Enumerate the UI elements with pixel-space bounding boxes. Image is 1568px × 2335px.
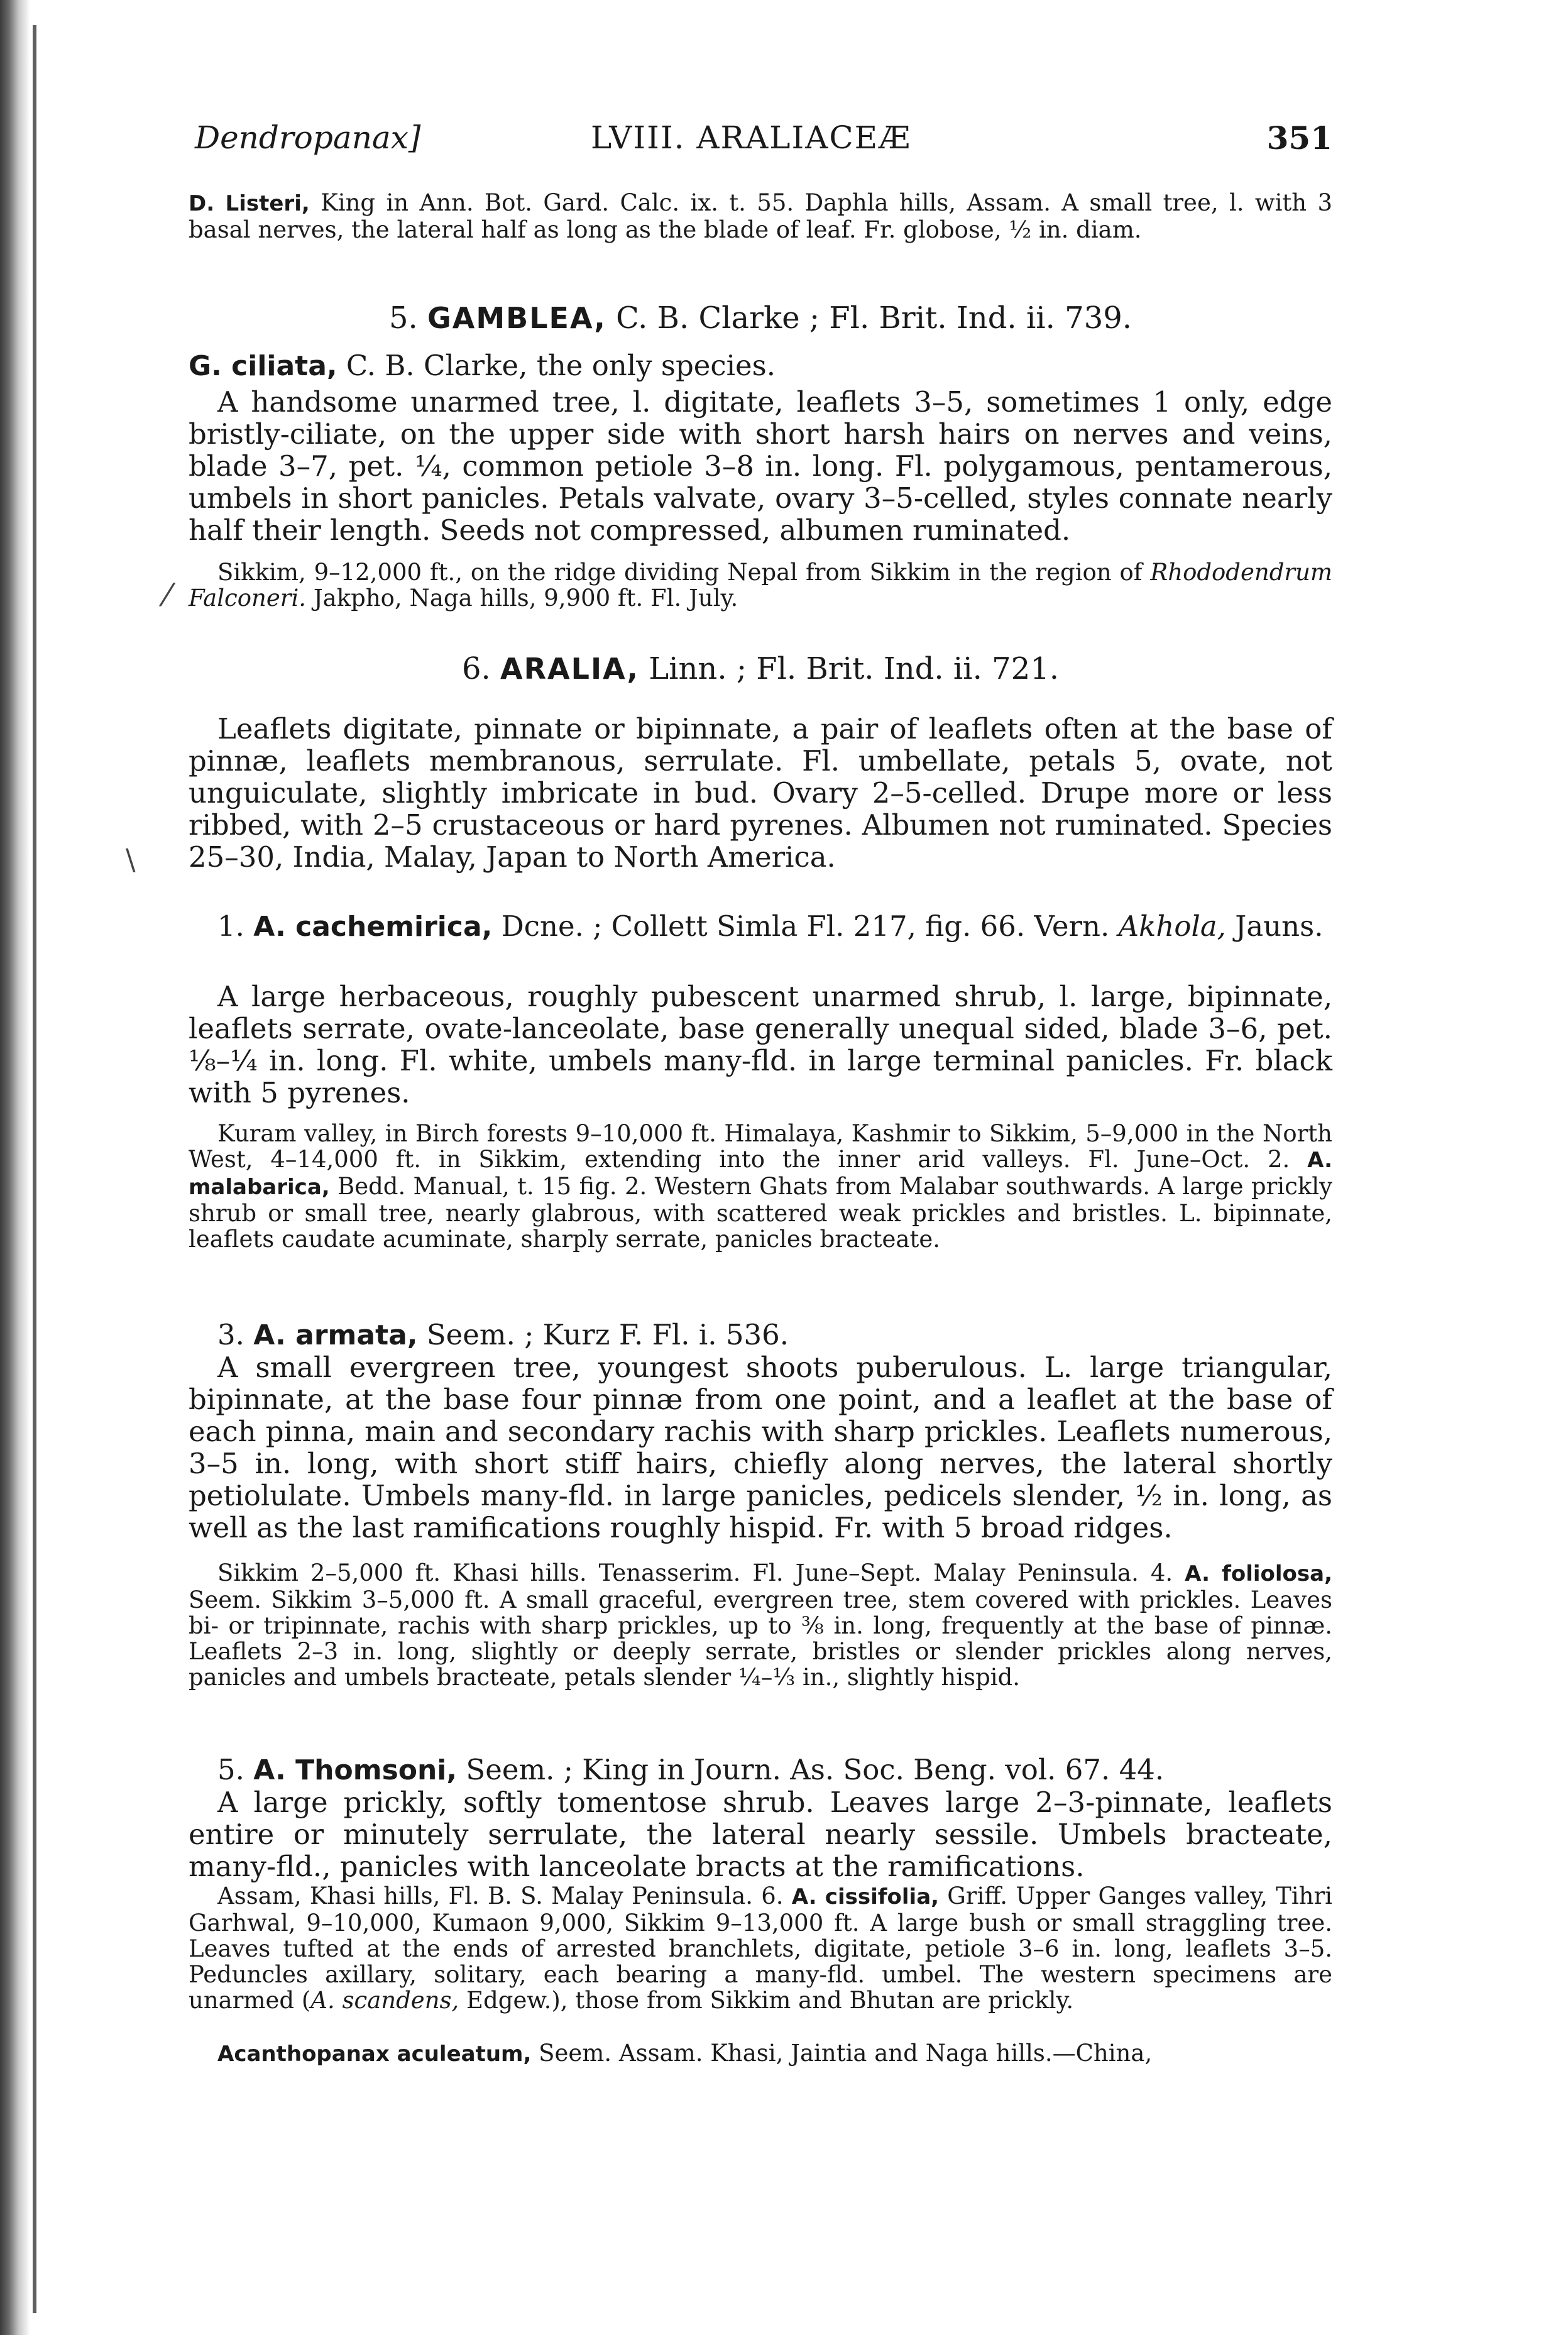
species-authority: Seem. ; Kurz F. Fl. i. 536. (426, 1318, 789, 1351)
genus-number: 5. (388, 300, 418, 336)
species-cachemirica-description: A large herbaceous, roughly pubescent unarmed shrub, l. large, bipinnate, leaflets serrate, ovate-lanceolate, base generally unequal sided, blade 3–6, pet. ⅛–¼ in. long. Fl. white, umbels many-fld. in large terminal panicles. Fr. black with 5 pyrenes. (189, 980, 1332, 1109)
species-authority: Dcne. ; Collett Simla Fl. 217, fig. 66. Vern. (501, 909, 1119, 943)
species-name: A. cachemirica, (253, 911, 493, 943)
acanthopanax-note (189, 2040, 1332, 2067)
page-binding-shadow (0, 0, 30, 2335)
species-name: A. Thomsoni, (253, 1754, 458, 1786)
gamblea-species-line (189, 349, 1332, 382)
species-thomsoni-locality (189, 1883, 1332, 2013)
genus-name: GAMBLEA, (427, 301, 606, 335)
genus-heading-aralia (189, 651, 1332, 686)
pencil-mark-icon: \ (126, 842, 136, 876)
gamblea-description: A handsome unarmed tree, l. digitate, leaflets 3–5, sometimes 1 only, edge bristly-ciliate, on the upper side with short harsh hairs on nerves and veins, blade 3–7, pet. ¼, common petiole 3–8 in. long. Fl. polygamous, pentamerous, umbels in short panicles. Petals valvate, ovary 3–5-celled, styles connate nearly half their length. Seeds not compressed, albumen ruminated. (189, 385, 1332, 547)
locality-italic: Rhododendrum Falconeri. (189, 559, 1332, 612)
genus-name: ARALIA, (500, 652, 639, 686)
species-name: A. armata, (253, 1319, 418, 1351)
species-number: 5. (217, 1753, 244, 1786)
species-name: A. cissifolia, (791, 1884, 940, 1909)
species-armata-description: A small evergreen tree, youngest shoots puberulous. L. large triangular, bipinnate, at the base four pinnæ from one point, and a leaflet at the base of each pinna, main and secondary rachis with sharp prickles. Leaflets numerous, 3–5 in. long, with short stiff hairs, chiefly along nerves, the lateral shortly petiolulate. Umbels many-fld. in large panicles, pedicels slender, ½ in. long, as well as the last ramifications roughly hispid. Fr. with 5 broad ridges. (189, 1351, 1332, 1544)
species-number: 3. (217, 1318, 244, 1351)
locality-text: Kuram valley, in Birch forests 9–10,000 ft. Himalaya, Kashmir to Sikkim, 5–9,000 in the North West, 4–14,000 ft. in Sikkim, extending into the inner arid valleys. Fl. June–Oct. 2. (189, 1120, 1332, 1173)
locality-text: Sikkim, 9–12,000 ft., on the ridge dividing Nepal from Sikkim in the region of (217, 559, 1151, 586)
species-thomsoni-description: A large prickly, softly tomentose shrub. Leaves large 2–3-pinnate, leaflets entire or minutely serrulate, the lateral nearly sessile. Umbels bracteate, many-fld., panicles with lanceolate bracts at the ramifications. (189, 1786, 1332, 1883)
aralia-description: Leaflets digitate, pinnate or bipinnate, a pair of leaflets often at the base of pinnæ, leaflets membranous, serrulate. Fl. umbellate, petals 5, ovate, not unguiculate, slightly imbricate in bud. Ovary 2–5-celled. Drupe more or less ribbed, with 2–5 crustaceous or hard pyrenes. Albumen not ruminated. Species 25–30, India, Malay, Japan to North America. (189, 712, 1332, 874)
species-cachemirica-heading (189, 910, 1332, 943)
species-number: 1. (217, 909, 244, 943)
genus-authority: Linn. ; Fl. Brit. Ind. ii. 721. (649, 651, 1060, 686)
note-text: King in Ann. Bot. Gard. Calc. ix. t. 55. Daphla hills, Assam. A small tree, l. with 3 basal nerves, the lateral half as long as the blade of leaf. Fr. globose, ½ in. diam. (189, 189, 1332, 243)
species-cachemirica-locality (189, 1121, 1332, 1252)
species-name: G. ciliata, (189, 350, 337, 382)
locality-text-mid: Griff. Upper Ganges valley, Tihri Garhwal, 9–10,000, Kumaon 9,000, Sikkim 9–13,000 ft. A large bush or small straggling tree. Leaves tufted at the ends of arrested branchlets, digitate, petiole 3–6 in. long, leaflets 3–5. Peduncles axillary, solitary, each bearing a many-fld. umbel. The western specimens are unarmed ( (189, 1882, 1333, 2014)
header-left: Dendropanax] (195, 119, 421, 156)
locality-italic: A. scandens, (310, 1987, 459, 2014)
gamblea-locality (189, 559, 1332, 611)
species-name: A. malabarica, (189, 1148, 1332, 1200)
species-name: A. foliolosa, (1185, 1561, 1333, 1586)
page-binding-edge (33, 25, 36, 2313)
page-number: 351 (1266, 119, 1332, 157)
locality-text: Sikkim 2–5,000 ft. Khasi hills. Tenasserim. Fl. June–Sept. Malay Peninsula. 4. (217, 1559, 1185, 1586)
genus-number: 6. (461, 651, 491, 686)
genus-heading-gamblea (189, 300, 1332, 336)
vernacular-name: Akhola, (1118, 909, 1226, 943)
locality-text-end: Seem. Sikkim 3–5,000 ft. A small graceful, evergreen tree, stem covered with prickles. Leaves bi- or tripinnate, rachis with sharp prickles, up to ⅜ in. long, frequently at the base of pinnæ. Leaflets 2–3 in. long, slightly or deeply serrate, bristles or slender prickles along nerves, panicles and umbels bracteate, petals slender ¼–⅓ in., slightly hispid. (189, 1586, 1332, 1691)
note-text: Seem. Assam. Khasi, Jaintia and Naga hills.—China, (531, 2040, 1153, 2067)
header-center: LVIII. ARALIACEÆ (591, 119, 912, 156)
running-header (195, 119, 1332, 163)
species-note: C. B. Clarke, the only species. (346, 349, 776, 382)
pencil-mark-icon: ⁄ (165, 577, 170, 613)
locality-text-end: Edgew.), those from Sikkim and Bhutan are prickly. (459, 1987, 1074, 2014)
species-name: Acanthopanax aculeatum, (217, 2041, 532, 2067)
genus-authority: C. B. Clarke ; Fl. Brit. Ind. ii. 739. (616, 300, 1132, 336)
species-armata-heading (189, 1319, 1332, 1351)
species-authority: Seem. ; King in Journ. As. Soc. Beng. vol. 67. 44. (466, 1753, 1165, 1786)
locality-text: Assam, Khasi hills, Fl. B. S. Malay Peninsula. 6. (217, 1882, 792, 1909)
d-listeri-note (189, 190, 1332, 243)
species-armata-locality (189, 1560, 1332, 1690)
locality-text-end: Jakpho, Naga hills, 9,900 ft. Fl. July. (306, 585, 738, 612)
species-name: D. Listeri, (189, 191, 310, 216)
species-thomsoni-heading (189, 1754, 1332, 1786)
locality-text-end: Bedd. Manual, t. 15 fig. 2. Western Ghats from Malabar southwards. A large prickly shrub or small tree, nearly glabrous, with scattered weak prickles and bristles. L. bipinnate, leaflets caudate acuminate, sharply serrate, panicles bracteate. (189, 1173, 1332, 1253)
vernacular-after: Jauns. (1225, 909, 1324, 943)
